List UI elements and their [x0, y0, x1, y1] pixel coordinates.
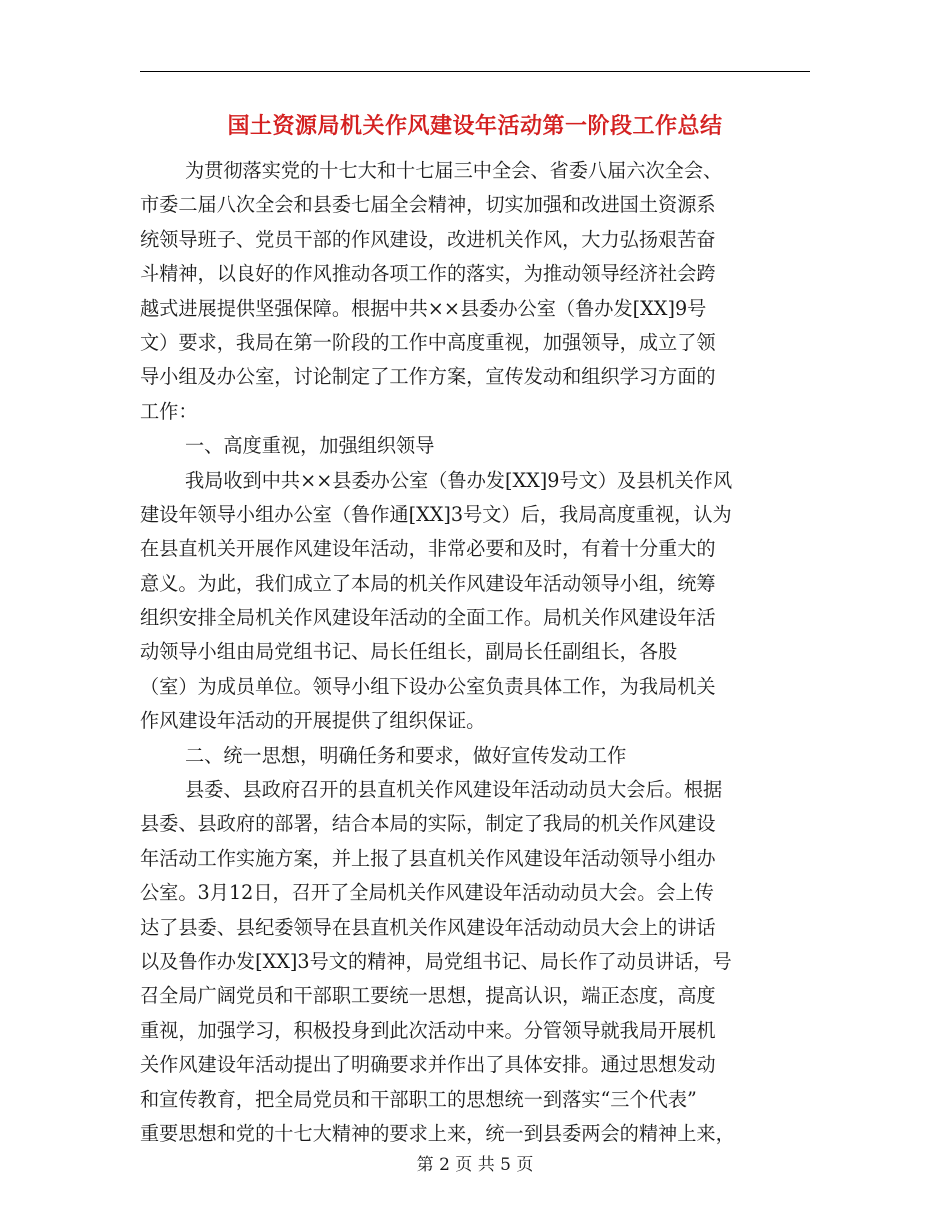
paragraph-line: 关作风建设年活动提出了明确要求并作出了具体安排。通过思想发动	[140, 1053, 716, 1077]
paragraph-line: 市委二届八次全会和县委七届全会精神，切实加强和改进国土资源系	[140, 193, 716, 217]
paragraph-line: 组织安排全局机关作风建设年活动的全面工作。局机关作风建设年活	[140, 606, 716, 630]
paragraph-line: 在县直机关开展作风建设年活动，非常必要和及时，有着十分重大的	[140, 537, 716, 561]
paragraph-line: 重要思想和党的十七大精神的要求上来，统一到县委两会的精神上来，	[140, 1121, 735, 1145]
paragraph-line: 为贯彻落实党的十七大和十七届三中全会、省委八届六次全会、	[185, 159, 723, 182]
paragraph-line: 以及鲁作办发[XX]3号文的精神，局党组书记、局长作了动员讲话，号	[140, 949, 732, 973]
paragraph-line: 年活动工作实施方案，并上报了县直机关作风建设年活动领导小组办	[140, 846, 716, 870]
paragraph-line: 斗精神，以良好的作风推动各项工作的落实，为推动领导经济社会跨	[140, 262, 716, 286]
paragraph-line: 重视，加强学习，积极投身到此次活动中来。分管领导就我局开展机	[140, 1018, 716, 1042]
paragraph-line: 召全局广阔党员和干部职工要统一思想，提高认识，端正态度，高度	[140, 984, 716, 1008]
paragraph-line: 县委、县政府的部署，结合本局的实际，制定了我局的机关作风建设	[140, 812, 716, 836]
paragraph-line: 我局收到中共××县委办公室（鲁办发[XX]9号文）及县机关作风	[185, 468, 733, 492]
paragraph-line: 县委、县政府召开的县直机关作风建设年活动动员大会后。根据	[185, 778, 723, 802]
paragraph-line: 文）要求，我局在第一阶段的工作中高度重视，加强领导，成立了领	[140, 330, 716, 354]
section-heading: 一、高度重视，加强组织领导	[185, 434, 435, 458]
paragraph-line: 建设年领导小组办公室（鲁作通[XX]3号文）后，我局高度重视，认为	[140, 502, 732, 526]
paragraph-line: 动领导小组由局党组书记、局长任组长，副局长任副组长，各股	[140, 640, 678, 664]
paragraph-line: 作风建设年活动的开展提供了组织保证。	[140, 709, 486, 733]
paragraph-line: 越式进展提供坚强保障。根据中共××县委办公室（鲁办发[XX]9号	[140, 296, 707, 320]
document-title: 国土资源局机关作风建设年活动第一阶段工作总结	[227, 114, 723, 139]
paragraph-line: 工作：	[140, 399, 198, 423]
paragraph-line: 公室。3月12日，召开了全局机关作风建设年活动动员大会。会上传	[140, 881, 714, 905]
paragraph-line: 意义。为此，我们成立了本局的机关作风建设年活动领导小组，统筹	[140, 571, 716, 595]
document-body	[140, 154, 810, 1151]
paragraph-line: （室）为成员单位。领导小组下设办公室负责具体工作，为我局机关	[140, 674, 716, 698]
paragraph-line: 达了县委、县纪委领导在县直机关作风建设年活动动员大会上的讲话	[140, 915, 716, 939]
paragraph-line: 统领导班子、党员干部的作风建设，改进机关作风，大力弘扬艰苦奋	[140, 227, 716, 251]
page-number-footer: 第 2 页 共 5 页	[416, 1155, 534, 1175]
paragraph-line: 和宣传教育，把全局党员和干部职工的思想统一到落实“三个代表”	[140, 1087, 697, 1111]
section-heading: 二、统一思想，明确任务和要求，做好宣传发动工作	[185, 743, 627, 767]
header-rule	[140, 71, 810, 72]
paragraph-line: 导小组及办公室，讨论制定了工作方案，宣传发动和组织学习方面的	[140, 365, 716, 389]
